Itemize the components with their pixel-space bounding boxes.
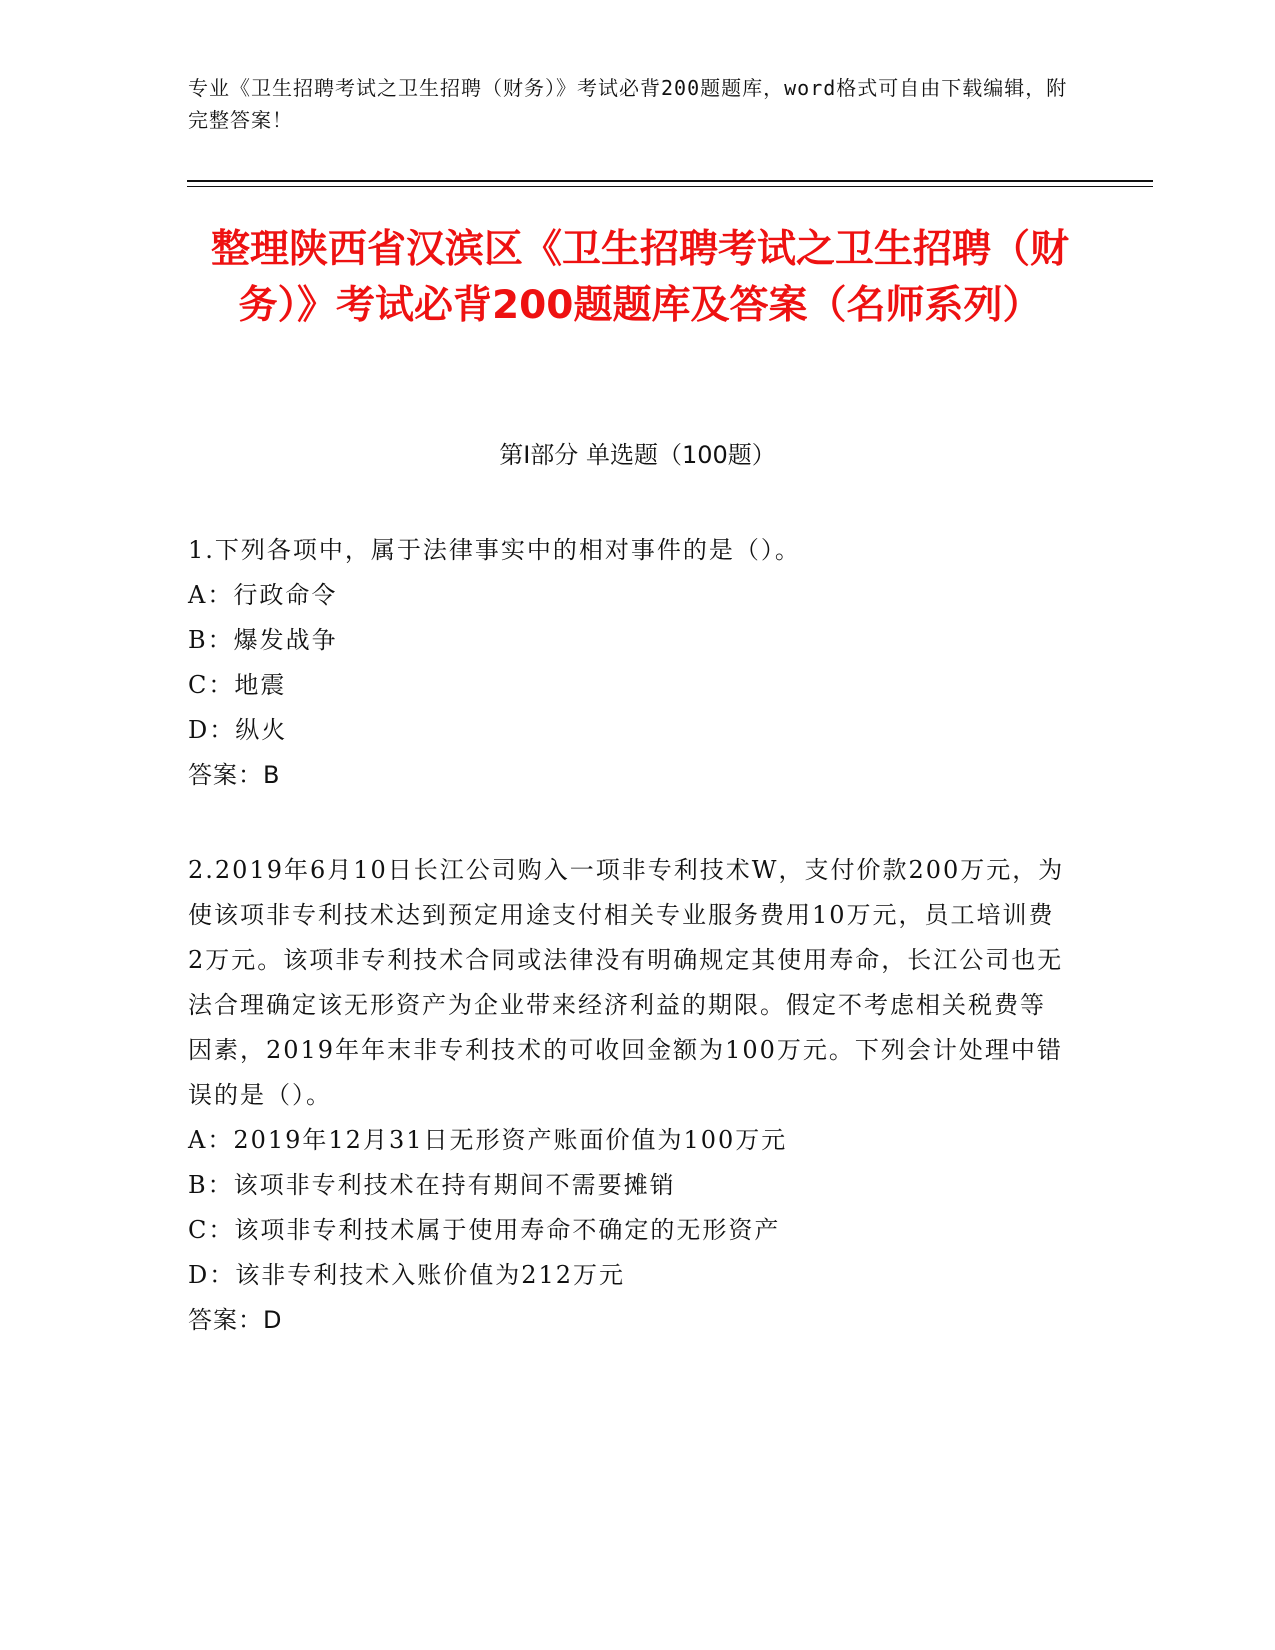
option-d: D：纵火 [188,716,288,744]
answer-line: 答案：B [188,761,281,789]
option-a: A：行政命令 [188,581,338,609]
option-c: C：地震 [188,671,287,699]
header-divider-thick [187,180,1153,182]
question-stem: 2.2019年6月10日长江公司购入一项非专利技术W，支付价款200万元，为使该项非专利技术达到预定用途支付相关专业服务费用10万元，员工培训费2万元。该项非专利技术合同或法律没有明确规定其使用寿命，长江公司也无法合理确定该无形资产为企业带来经济利益的期限。假定不考虑相关税费等因素，2019年年末非专利技术的可收回金额为100万元。下列会计处理中错误的是（）。 [188,856,1065,1109]
header-note: 专业《卫生招聘考试之卫生招聘（财务）》考试必背200题题库，word格式可自由下载编辑，附完整答案！ [188,76,1068,132]
header-divider-thin [187,186,1153,187]
question-block [188,848,1068,1343]
answer-line: 答案：D [188,1306,283,1334]
option-a: A：2019年12月31日无形资产账面价值为100万元 [188,1126,788,1154]
question-block [188,528,1068,798]
question-stem: 1.下列各项中，属于法律事实中的相对事件的是（）。 [188,536,801,564]
option-b: B：爆发战争 [188,626,338,654]
option-d: D：该非专利技术入账价值为212万元 [188,1261,626,1289]
option-b: B：该项非专利技术在持有期间不需要摊销 [188,1171,676,1199]
option-c: C：该项非专利技术属于使用寿命不确定的无形资产 [188,1216,781,1244]
section-title: 第I部分 单选题（100题） [499,441,776,469]
document-title: 整理陕西省汉滨区《卫生招聘考试之卫生招聘（财务）》考试必背200题题库及答案（名师系列） [210,227,1069,328]
